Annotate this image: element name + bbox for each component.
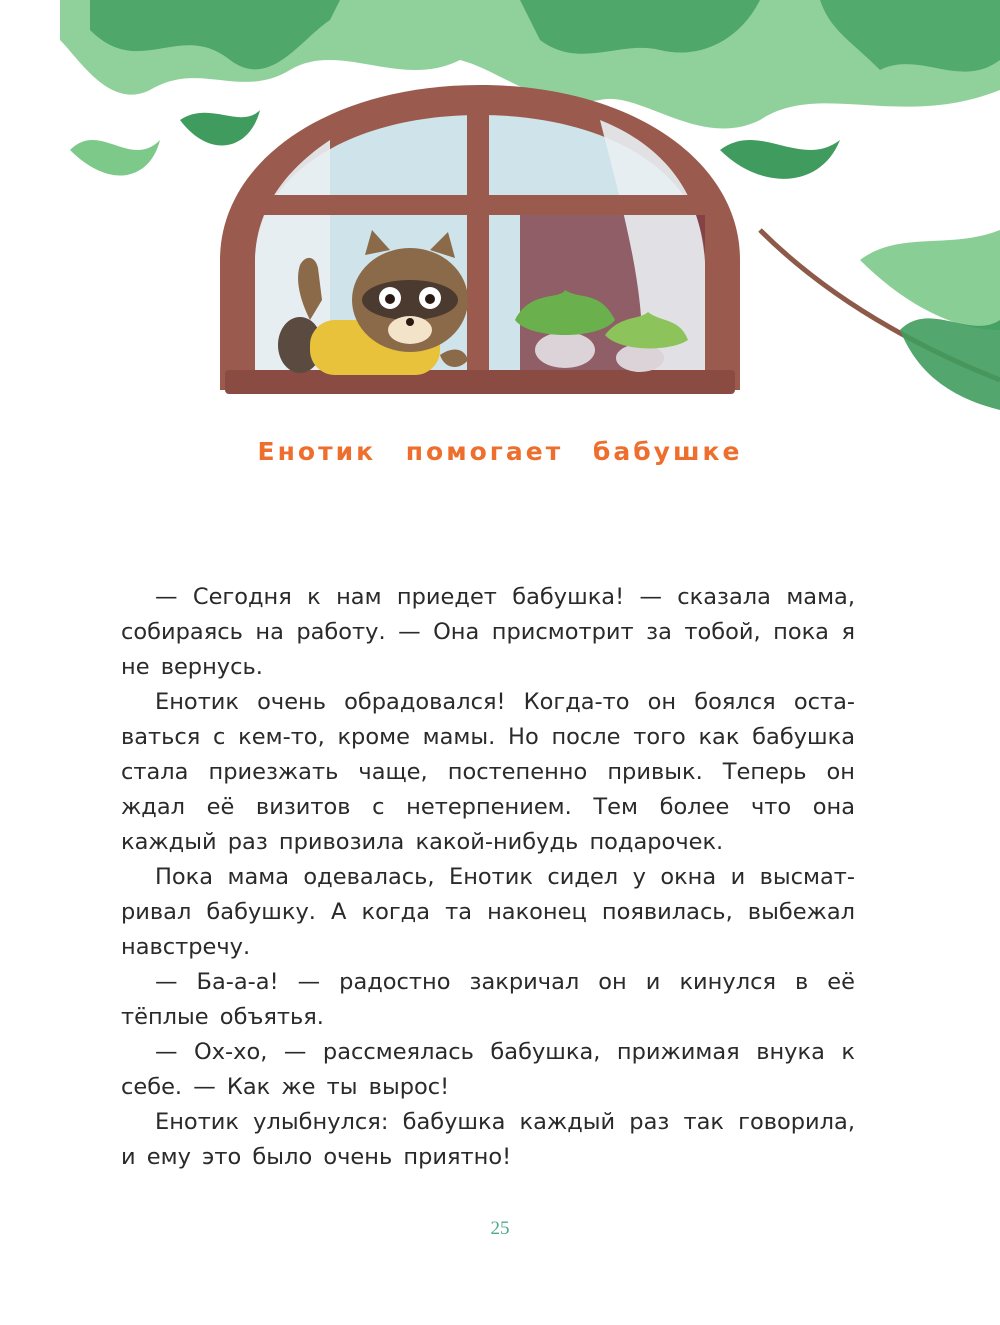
story-paragraph: Енотик очень обрадовался! Когда-то он боялся оставаться с кем-то, кроме мамы. Но после того как бабушка стала приезжать чаще, постепенно привык. Теперь он ждал её визитов с нетерпением. Тем более что она каждый раз привозила какой-нибудь подарочек. [121,689,855,855]
page-number: 25 [490,1218,510,1239]
chapter-title: Енотик помогает бабушке [257,437,743,466]
story-text [121,580,855,1175]
story-paragraph: — Ба-а-а! — радостно закричал он и кинулся в её тёплые объятья. [121,969,855,1030]
story-paragraph: — Сегодня к нам приедет бабушка! — сказала мама, собираясь на работу. — Она присмотрит за тобой, пока я не вернусь. [121,584,855,680]
story-paragraph: Пока мама одевалась, Енотик сидел у окна и высматривал бабушку. А когда та наконец появилась, выбежал навстречу. [121,864,855,960]
story-paragraph: Енотик улыбнулся: бабушка каждый раз так говорила, и ему это было очень приятно! [121,1109,855,1170]
tree-branch-right [760,230,1000,410]
chapter-illustration [0,0,1000,420]
story-paragraph: — Ох-хо, — рассмеялась бабушка, прижимая внука к себе. — Как же ты вырос! [121,1039,855,1100]
